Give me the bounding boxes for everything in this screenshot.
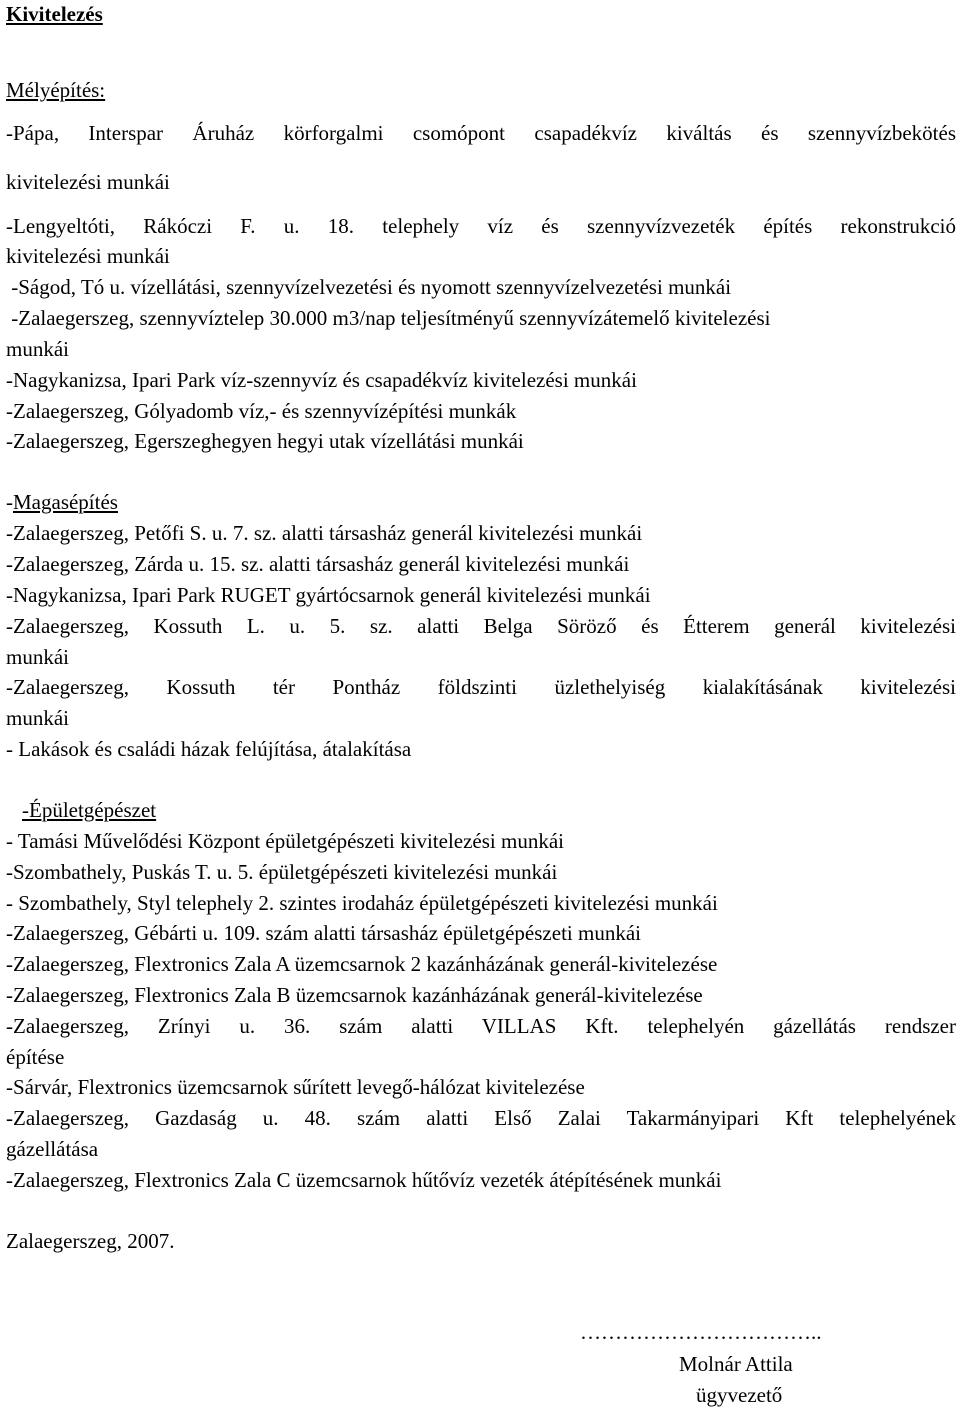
section-heading-epuletgepeszet: -Épületgépészet: [22, 798, 157, 822]
list-item: -Zalaegerszeg, szennyvíztelep 30.000 m3/nap teljesítményű szennyvízátemelő kivitelezési: [6, 306, 771, 330]
list-item: gázellátása: [6, 1137, 99, 1161]
list-item: -Zalaegerszeg, Zrínyi u. 36. szám alatti VILLAS Kft. telephelyén gázellátás rendszer: [6, 1014, 956, 1038]
signer-name: Molnár Attila: [679, 1352, 793, 1376]
signature-dots: ……………………………..: [580, 1320, 822, 1344]
list-item: -Zalaegerszeg, Egerszeghegyen hegyi utak vízellátási munkái: [6, 429, 524, 453]
heading-text: Magasépítés: [13, 490, 118, 514]
list-item: - Szombathely, Styl telephely 2. szintes irodaház épületgépészeti kivitelezési munkái: [6, 891, 718, 915]
list-item: -Ságod, Tó u. vízellátási, szennyvízelvezetési és nyomott szennyvízelvezetési munkái: [6, 275, 732, 299]
list-item: -Zalaegerszeg, Kossuth tér Pontház földszinti üzlethelyiség kialakításának kivitelezési: [6, 675, 956, 699]
section-heading-melyepites: Mélyépítés:: [6, 78, 106, 102]
heading-prefix: -: [6, 490, 13, 514]
list-item: -Nagykanizsa, Ipari Park RUGET gyártócsarnok generál kivitelezési munkái: [6, 583, 651, 607]
list-item: -Zalaegerszeg, Flextronics Zala B üzemcsarnok kazánházának generál-kivitelezése: [6, 983, 703, 1007]
list-item: építése: [6, 1045, 65, 1069]
list-item: munkái: [6, 337, 69, 361]
list-item: -Zalaegerszeg, Petőfi S. u. 7. sz. alatti társasház generál kivitelezési munkái: [6, 521, 643, 545]
list-item: -Zalaegerszeg, Flextronics Zala A üzemcsarnok 2 kazánházának generál-kivitelezése: [6, 952, 718, 976]
list-item: kivitelezési munkái: [6, 170, 170, 194]
list-item: -Sárvár, Flextronics üzemcsarnok sűrített levegő-hálózat kivitelezése: [6, 1075, 585, 1099]
list-item: kivitelezési munkái: [6, 244, 170, 268]
list-item: - Lakások és családi házak felújítása, átalakítása: [6, 737, 412, 761]
list-item: -Pápa, Interspar Áruház körforgalmi csomópont csapadékvíz kiváltás és szennyvízbekötés: [6, 121, 956, 145]
list-item: -Zalaegerszeg, Gólyadomb víz,- és szennyvízépítési munkák: [6, 399, 517, 423]
list-item: -Zalaegerszeg, Flextronics Zala C üzemcsarnok hűtővíz vezeték átépítésének munkái: [6, 1168, 722, 1192]
list-item: -Zalaegerszeg, Zárda u. 15. sz. alatti társasház generál kivitelezési munkái: [6, 552, 630, 576]
list-item: -Nagykanizsa, Ipari Park víz-szennyvíz és csapadékvíz kivitelezési munkái: [6, 368, 637, 392]
list-item: - Tamási Művelődési Központ épületgépészeti kivitelezési munkái: [6, 829, 564, 853]
list-item: -Lengyeltóti, Rákóczi F. u. 18. telephely víz és szennyvízvezeték építés rekonstrukció: [6, 214, 956, 238]
list-item: -Zalaegerszeg, Gazdaság u. 48. szám alatti Első Zalai Takarmányipari Kft telephelyének: [6, 1106, 956, 1130]
place-date: Zalaegerszeg, 2007.: [6, 1229, 175, 1253]
list-item: munkái: [6, 706, 69, 730]
list-item: -Zalaegerszeg, Kossuth L. u. 5. sz. alatti Belga Söröző és Étterem generál kivitelezési: [6, 614, 956, 638]
document-title: Kivitelezés: [6, 2, 103, 26]
signer-role: ügyvezető: [696, 1383, 783, 1407]
list-item: -Szombathely, Puskás T. u. 5. épületgépészeti kivitelezési munkái: [6, 860, 558, 884]
list-item: -Zalaegerszeg, Gébárti u. 109. szám alatti társasház épületgépészeti munkái: [6, 921, 641, 945]
list-item: munkái: [6, 645, 69, 669]
section-heading-magasepites: [6, 490, 956, 514]
